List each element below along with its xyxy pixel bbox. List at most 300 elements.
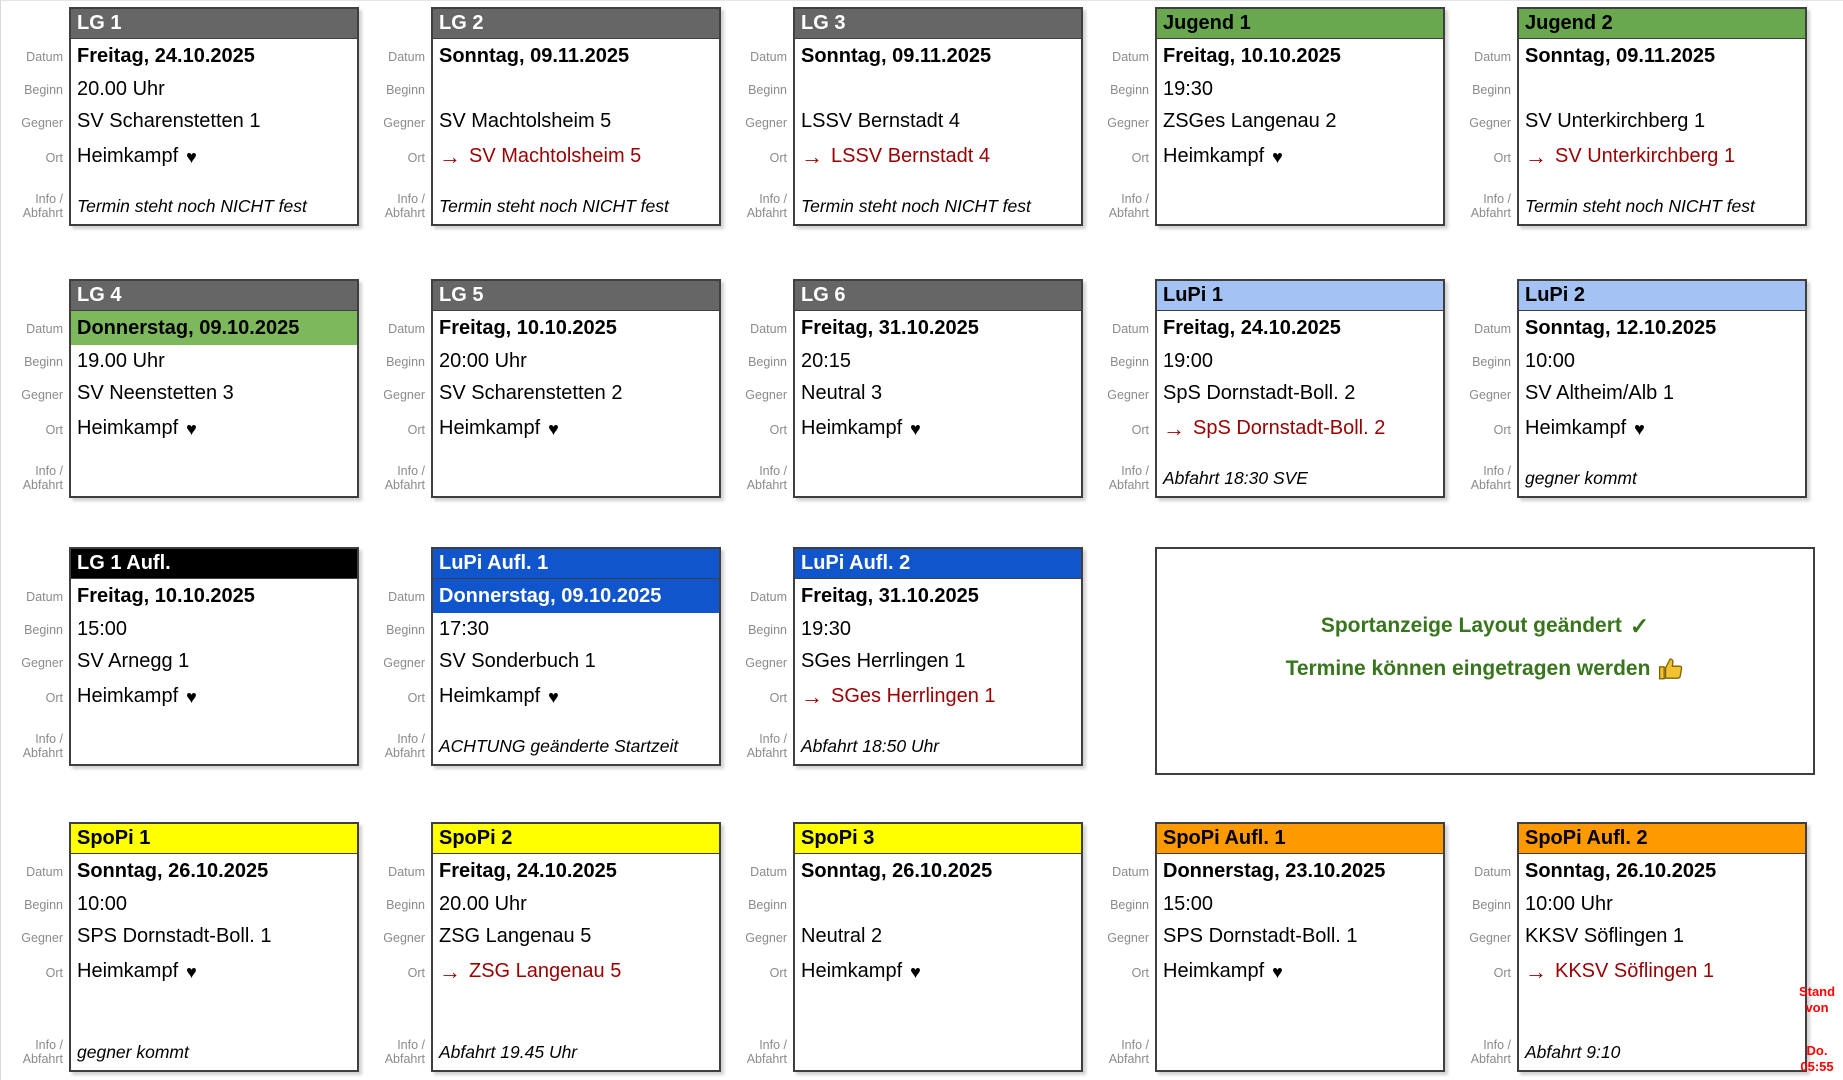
card-ort-value: SV Unterkirchberg 1 [1555, 145, 1736, 167]
heart-icon: ♥ [548, 686, 559, 707]
card-header [433, 549, 719, 579]
card-ort-row [1157, 410, 1443, 447]
card-gegner-value: LSSV Bernstadt 4 [801, 110, 960, 132]
heart-icon: ♥ [1272, 146, 1283, 167]
card-gegner-value: SV Altheim/Alb 1 [1525, 382, 1674, 404]
heart-icon: ♥ [1272, 961, 1283, 982]
card-body [433, 311, 719, 496]
schedule-cell [729, 7, 1091, 279]
gegner-label: Gegner [1469, 930, 1511, 945]
schedule-cell [5, 7, 367, 279]
card-info-value: Termin steht noch NICHT fest [1525, 195, 1755, 216]
card-header [1519, 9, 1805, 39]
schedule-cell [5, 547, 367, 822]
away-arrow-icon: → [1163, 415, 1185, 441]
card-ort-row [433, 410, 719, 447]
gegner-label: Gegner [383, 387, 425, 402]
card-spacer [1157, 990, 1443, 1034]
card-beginn-value: 10:00 [77, 892, 128, 915]
ort-label: Ort [1131, 965, 1149, 980]
card-body [71, 579, 357, 764]
match-card [69, 7, 359, 226]
info-abfahrt-label [1453, 464, 1511, 493]
card-gegner-value: SPS Dornstadt-Boll. 1 [77, 925, 272, 947]
datum-label: Datum [388, 590, 425, 604]
info-label-line1: Info / [397, 191, 425, 206]
card-header [1519, 281, 1805, 311]
match-card [69, 279, 359, 498]
card-body [1519, 39, 1805, 224]
datum-label: Datum [750, 50, 787, 64]
field-labels [729, 547, 793, 766]
card-spacer [433, 715, 719, 728]
datum-label: Datum [750, 322, 787, 336]
gegner-label: Gegner [1469, 115, 1511, 130]
card-header [71, 824, 357, 854]
info-label-line2: Abfahrt [746, 1052, 787, 1066]
last-updated-line1: Stand von [1798, 984, 1836, 1016]
gegner-label: Gegner [383, 930, 425, 945]
beginn-label: Beginn [1472, 83, 1511, 97]
beginn-label: Beginn [748, 355, 787, 369]
card-body [795, 579, 1081, 764]
info-abfahrt-label [367, 192, 425, 221]
gegner-label: Gegner [21, 930, 63, 945]
info-label-line1: Info / [1483, 191, 1511, 206]
info-label-line1: Info / [759, 731, 787, 746]
match-card [1517, 7, 1807, 226]
info-label-line2: Abfahrt [384, 1052, 425, 1066]
datum-label: Datum [1474, 322, 1511, 336]
card-title: LG 1 Aufl. [77, 552, 171, 574]
card-gegner-value: SV Machtolsheim 5 [439, 110, 612, 132]
info-label-line2: Abfahrt [22, 1052, 63, 1066]
info-label-line1: Info / [35, 1037, 63, 1052]
card-body [433, 854, 719, 1070]
datum-label: Datum [388, 322, 425, 336]
info-label-line1: Info / [1121, 1037, 1149, 1052]
card-spacer [71, 175, 357, 188]
info-label-line2: Abfahrt [1108, 206, 1149, 220]
ort-label: Ort [1131, 150, 1149, 165]
beginn-label: Beginn [24, 355, 63, 369]
card-datum-value: Freitag, 31.10.2025 [801, 316, 979, 339]
card-gegner-value: Neutral 3 [801, 382, 883, 404]
card-gegner-value: ZSG Langenau 5 [439, 925, 592, 947]
card-title: SpoPi 3 [801, 827, 875, 849]
info-label-line1: Info / [1483, 463, 1511, 478]
ort-label: Ort [769, 965, 787, 980]
gegner-label: Gegner [1107, 930, 1149, 945]
card-gegner-value: SV Arnegg 1 [77, 650, 190, 672]
away-arrow-icon: → [1525, 958, 1547, 984]
field-labels [729, 279, 793, 498]
schedule-cell [5, 279, 367, 547]
info-label-line2: Abfahrt [746, 478, 787, 492]
info-label-line1: Info / [1121, 191, 1149, 206]
schedule-cell [367, 7, 729, 279]
match-card [793, 547, 1083, 766]
card-spacer [71, 990, 357, 1034]
card-spacer [795, 715, 1081, 728]
card-header [433, 281, 719, 311]
beginn-label: Beginn [748, 83, 787, 97]
info-label-line2: Abfahrt [22, 746, 63, 760]
card-title: Jugend 1 [1163, 12, 1251, 34]
info-abfahrt-label [1453, 1038, 1511, 1067]
match-card [69, 547, 359, 766]
info-abfahrt-label [729, 732, 787, 761]
card-ort-value: Heimkampf [1525, 417, 1627, 439]
card-ort-row [71, 678, 357, 715]
away-arrow-icon: → [439, 958, 461, 984]
beginn-label: Beginn [386, 83, 425, 97]
info-abfahrt-label [729, 464, 787, 493]
card-beginn-value: 10:00 Uhr [1525, 892, 1613, 915]
card-spacer [1519, 447, 1805, 460]
match-card [1155, 7, 1445, 226]
card-ort-row [1157, 138, 1443, 175]
match-card [1517, 279, 1807, 498]
ort-label: Ort [769, 150, 787, 165]
ort-label: Ort [45, 690, 63, 705]
gegner-label: Gegner [21, 115, 63, 130]
schedule-board [5, 7, 1815, 1077]
card-beginn-value: 19.00 Uhr [77, 349, 165, 372]
datum-label: Datum [26, 50, 63, 64]
card-datum-value: Freitag, 24.10.2025 [1163, 316, 1341, 339]
card-header [795, 281, 1081, 311]
card-ort-value: SGes Herrlingen 1 [831, 685, 996, 707]
card-info-value: Termin steht noch NICHT fest [439, 195, 669, 216]
ort-label: Ort [1493, 150, 1511, 165]
beginn-label: Beginn [24, 623, 63, 637]
info-label-line2: Abfahrt [22, 206, 63, 220]
announcement-line-2 [1286, 656, 1685, 682]
info-label-line1: Info / [397, 1037, 425, 1052]
match-card [1517, 822, 1807, 1072]
beginn-label: Beginn [748, 898, 787, 912]
card-ort-value: Heimkampf [439, 417, 541, 439]
card-title: SpoPi Aufl. 1 [1163, 827, 1286, 849]
gegner-label: Gegner [745, 930, 787, 945]
info-abfahrt-label [5, 464, 63, 493]
card-beginn-value: 19:30 [1163, 77, 1214, 100]
card-ort-value: SV Machtolsheim 5 [469, 145, 642, 167]
datum-label: Datum [1474, 50, 1511, 64]
card-header [71, 281, 357, 311]
beginn-label: Beginn [1472, 355, 1511, 369]
beginn-label: Beginn [24, 83, 63, 97]
match-card [1155, 822, 1445, 1072]
card-datum-value: Donnerstag, 09.10.2025 [433, 579, 719, 613]
schedule-cell [1453, 7, 1815, 279]
heart-icon: ♥ [186, 146, 197, 167]
check-icon: ✓ [1629, 612, 1650, 639]
announcement-text-2: Termine können eingetragen werden [1285, 656, 1651, 680]
field-labels [5, 7, 69, 226]
card-gegner-value: SV Scharenstetten 1 [77, 110, 261, 132]
field-labels [1453, 7, 1517, 226]
info-label-line2: Abfahrt [384, 478, 425, 492]
away-arrow-icon: → [801, 683, 823, 709]
ort-label: Ort [1493, 422, 1511, 437]
card-ort-value: Heimkampf [77, 685, 179, 707]
card-body [1157, 854, 1443, 1070]
card-ort-value: KKSV Söflingen 1 [1555, 960, 1714, 982]
ort-label: Ort [407, 690, 425, 705]
card-body [1157, 39, 1443, 224]
datum-label: Datum [1112, 50, 1149, 64]
match-card [431, 822, 721, 1072]
gegner-label: Gegner [383, 115, 425, 130]
info-label-line2: Abfahrt [746, 746, 787, 760]
announcement-text-1: Sportanzeige Layout geändert [1320, 614, 1622, 637]
field-labels [5, 547, 69, 766]
info-label-line2: Abfahrt [1470, 1052, 1511, 1066]
card-spacer [1157, 175, 1443, 188]
card-info-value [433, 460, 719, 496]
beginn-label: Beginn [24, 898, 63, 912]
card-ort-value: Heimkampf [1163, 960, 1265, 982]
info-label-line2: Abfahrt [746, 206, 787, 220]
info-abfahrt-label [1453, 192, 1511, 221]
card-info-value: Termin steht noch NICHT fest [801, 195, 1031, 216]
card-header [795, 824, 1081, 854]
card-beginn-value [433, 73, 719, 105]
gegner-label: Gegner [1107, 115, 1149, 130]
info-abfahrt-label [367, 732, 425, 761]
card-datum-value: Freitag, 24.10.2025 [77, 44, 255, 67]
card-ort-value: ZSG Langenau 5 [469, 960, 622, 982]
datum-label: Datum [26, 590, 63, 604]
last-updated-line2: Do. 05:55 [1800, 1042, 1834, 1074]
card-gegner-value: ZSGes Langenau 2 [1163, 110, 1337, 132]
heart-icon: ♥ [186, 418, 197, 439]
info-label-line1: Info / [759, 1037, 787, 1052]
card-ort-row [71, 410, 357, 447]
field-labels [1091, 7, 1155, 226]
card-beginn-value [1519, 73, 1805, 105]
ort-label: Ort [407, 965, 425, 980]
card-beginn-value: 20.00 Uhr [439, 892, 527, 915]
ort-label: Ort [1493, 965, 1511, 980]
card-beginn-value: 17:30 [439, 617, 490, 640]
card-title: Jugend 2 [1525, 12, 1613, 34]
card-ort-value: LSSV Bernstadt 4 [831, 145, 990, 167]
card-datum-value: Freitag, 10.10.2025 [1163, 44, 1341, 67]
info-label-line2: Abfahrt [1470, 478, 1511, 492]
beginn-label: Beginn [1110, 898, 1149, 912]
card-info-value [71, 460, 357, 496]
match-card [431, 7, 721, 226]
datum-label: Datum [750, 590, 787, 604]
last-updated-note [1792, 984, 1842, 1075]
card-beginn-value: 20:15 [801, 349, 852, 372]
ort-label: Ort [45, 965, 63, 980]
gegner-label: Gegner [21, 655, 63, 670]
field-labels [367, 7, 431, 226]
card-beginn-value [795, 888, 1081, 920]
card-ort-row [433, 138, 719, 175]
heart-icon: ♥ [186, 961, 197, 982]
match-card [69, 822, 359, 1072]
beginn-label: Beginn [1110, 83, 1149, 97]
card-spacer [795, 447, 1081, 460]
info-label-line2: Abfahrt [1470, 206, 1511, 220]
match-card [1155, 279, 1445, 498]
card-body [795, 311, 1081, 496]
card-spacer [433, 447, 719, 460]
card-gegner-value: SV Sonderbuch 1 [439, 650, 596, 672]
away-arrow-icon: → [439, 143, 461, 169]
gegner-label: Gegner [745, 387, 787, 402]
card-header [1157, 9, 1443, 39]
card-title: LuPi Aufl. 2 [801, 552, 911, 574]
info-label-line1: Info / [759, 191, 787, 206]
ort-label: Ort [407, 150, 425, 165]
schedule-cell [1091, 7, 1453, 279]
datum-label: Datum [388, 865, 425, 879]
beginn-label: Beginn [1110, 355, 1149, 369]
card-title: SpoPi 2 [439, 827, 513, 849]
card-beginn-value: 20:00 Uhr [439, 349, 527, 372]
card-title: LG 1 [77, 12, 122, 34]
card-info-value: Abfahrt 19.45 Uhr [439, 1041, 578, 1062]
card-datum-value: Donnerstag, 09.10.2025 [71, 311, 357, 345]
ort-label: Ort [407, 422, 425, 437]
gegner-label: Gegner [383, 655, 425, 670]
card-datum-value: Freitag, 31.10.2025 [801, 584, 979, 607]
card-ort-value: Heimkampf [77, 960, 179, 982]
info-label-line1: Info / [35, 191, 63, 206]
card-info-value [1157, 1034, 1443, 1070]
card-ort-row [795, 138, 1081, 175]
heart-icon: ♥ [910, 418, 921, 439]
gegner-label: Gegner [745, 655, 787, 670]
info-abfahrt-label [1091, 1038, 1149, 1067]
info-label-line1: Info / [397, 731, 425, 746]
card-header [1157, 824, 1443, 854]
card-datum-value: Donnerstag, 23.10.2025 [1163, 859, 1386, 882]
match-card [431, 547, 721, 766]
match-card [431, 279, 721, 498]
card-ort-value: SpS Dornstadt-Boll. 2 [1193, 417, 1386, 439]
field-labels [1453, 822, 1517, 1072]
card-ort-row [1519, 138, 1805, 175]
card-datum-value: Sonntag, 26.10.2025 [77, 859, 269, 882]
card-title: LuPi 1 [1163, 284, 1224, 306]
field-labels [5, 279, 69, 498]
gegner-label: Gegner [21, 387, 63, 402]
card-beginn-value: 19:30 [801, 617, 852, 640]
away-arrow-icon: → [801, 143, 823, 169]
card-title: LG 4 [77, 284, 122, 306]
field-labels [367, 822, 431, 1072]
schedule-cell [1453, 279, 1815, 547]
card-header [71, 9, 357, 39]
info-abfahrt-label [729, 1038, 787, 1067]
info-abfahrt-label [1091, 464, 1149, 493]
card-datum-value: Sonntag, 26.10.2025 [801, 859, 993, 882]
card-info-value: Abfahrt 18:50 Uhr [801, 735, 940, 756]
field-labels [1091, 822, 1155, 1072]
schedule-cell [367, 279, 729, 547]
card-ort-row [71, 138, 357, 175]
card-title: LG 5 [439, 284, 484, 306]
card-title: LG 6 [801, 284, 846, 306]
datum-label: Datum [26, 322, 63, 336]
card-beginn-value: 10:00 [1525, 349, 1576, 372]
ort-label: Ort [769, 422, 787, 437]
card-title: LuPi 2 [1525, 284, 1586, 306]
card-gegner-value: SPS Dornstadt-Boll. 1 [1163, 925, 1358, 947]
card-body [71, 311, 357, 496]
card-title: SpoPi 1 [77, 827, 151, 849]
announcement-cell [1091, 547, 1815, 822]
field-labels [367, 547, 431, 766]
beginn-label: Beginn [748, 623, 787, 637]
info-abfahrt-label [367, 464, 425, 493]
card-info-value [795, 1034, 1081, 1070]
card-spacer [433, 990, 719, 1034]
card-beginn-value: 15:00 [77, 617, 128, 640]
info-label-line1: Info / [1483, 1037, 1511, 1052]
info-label-line1: Info / [1121, 463, 1149, 478]
card-beginn-value: 20.00 Uhr [77, 77, 165, 100]
card-header [795, 9, 1081, 39]
card-ort-row [1157, 953, 1443, 990]
field-labels [1453, 279, 1517, 498]
info-label-line2: Abfahrt [1108, 1052, 1149, 1066]
info-abfahrt-label [729, 192, 787, 221]
beginn-label: Beginn [386, 898, 425, 912]
info-label-line1: Info / [397, 463, 425, 478]
match-card [793, 7, 1083, 226]
info-abfahrt-label [1091, 192, 1149, 221]
card-info-value [795, 460, 1081, 496]
info-label-line1: Info / [35, 731, 63, 746]
schedule-cell [367, 547, 729, 822]
card-datum-value: Sonntag, 09.11.2025 [801, 44, 992, 67]
heart-icon: ♥ [186, 686, 197, 707]
card-datum-value: Freitag, 10.10.2025 [77, 584, 255, 607]
announcement-line-1 [1321, 613, 1649, 640]
card-body [433, 579, 719, 764]
card-beginn-value: 19:00 [1163, 349, 1214, 372]
field-labels [1091, 279, 1155, 498]
schedule-cell [1091, 279, 1453, 547]
ort-label: Ort [769, 690, 787, 705]
card-spacer [795, 990, 1081, 1034]
card-info-value: ACHTUNG geänderte Startzeit [439, 735, 679, 756]
heart-icon: ♥ [1634, 418, 1645, 439]
thumbs-up-icon [1658, 656, 1684, 682]
card-info-value: gegner kommt [77, 1041, 189, 1062]
datum-label: Datum [1112, 865, 1149, 879]
schedule-cell [729, 822, 1091, 1077]
card-info-value: Termin steht noch NICHT fest [77, 195, 307, 216]
card-ort-row [795, 953, 1081, 990]
info-label-line2: Abfahrt [384, 746, 425, 760]
match-card [793, 279, 1083, 498]
gegner-label: Gegner [745, 115, 787, 130]
info-label-line1: Info / [35, 463, 63, 478]
card-info-value: gegner kommt [1525, 467, 1637, 488]
card-datum-value: Sonntag, 09.11.2025 [1525, 44, 1716, 67]
card-spacer [71, 447, 357, 460]
card-ort-value: Heimkampf [439, 685, 541, 707]
